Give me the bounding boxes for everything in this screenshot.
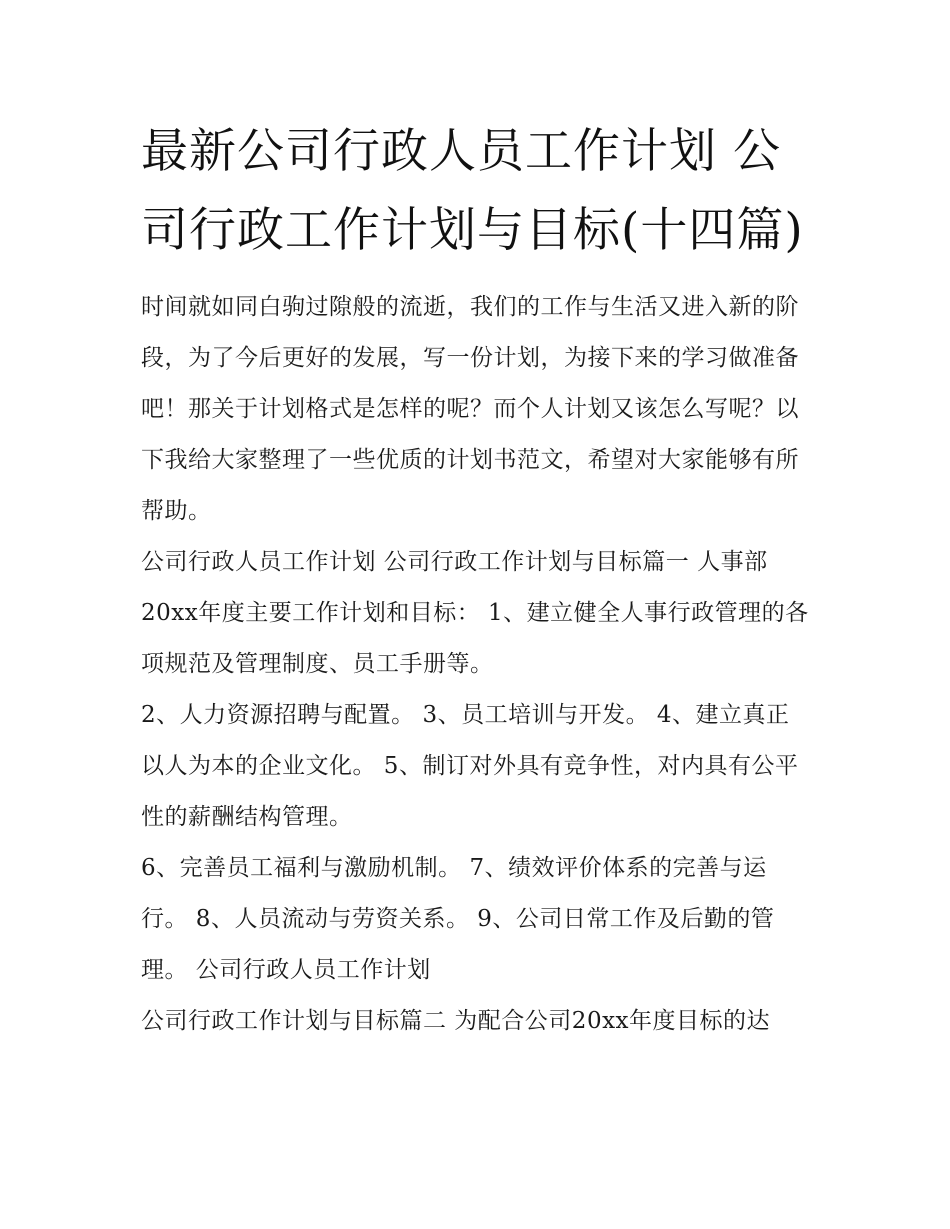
document-body bbox=[141, 112, 813, 1047]
plan-items-continued-paragraph: 6、完善员工福利与激励机制。 7、绩效评价体系的完善与运行。 8、人员流动与劳资关系。 9、公司日常工作及后勤的管理。 公司行政人员工作计划 bbox=[141, 855, 775, 983]
section-two-paragraph: 公司行政工作计划与目标篇二 为配合公司20xx年度目标的达 bbox=[141, 1008, 771, 1034]
section-one-paragraph: 公司行政人员工作计划 公司行政工作计划与目标篇一 人事部20xx年度主要工作计划和目标： 1、建立健全人事行政管理的各项规范及管理制度、员工手册等。 bbox=[141, 549, 809, 677]
plan-items-paragraph: 2、人力资源招聘与配置。 3、员工培训与开发。 4、建立真正以人为本的企业文化。 5、制订对外具有竞争性，对内具有公平性的薪酬结构管理。 bbox=[141, 702, 799, 830]
document-title: 最新公司行政人员工作计划 公司行政工作计划与目标(十四篇) bbox=[141, 124, 804, 258]
intro-paragraph: 时间就如同白驹过隙般的流逝，我们的工作与生活又进入新的阶段，为了今后更好的发展，写一份计划，为接下来的学习做准备吧！那关于计划格式是怎样的呢？而个人计划又该怎么写呢？以下我给大家整理了一些优质的计划书范文，希望对大家能够有所帮助。 bbox=[141, 294, 799, 524]
